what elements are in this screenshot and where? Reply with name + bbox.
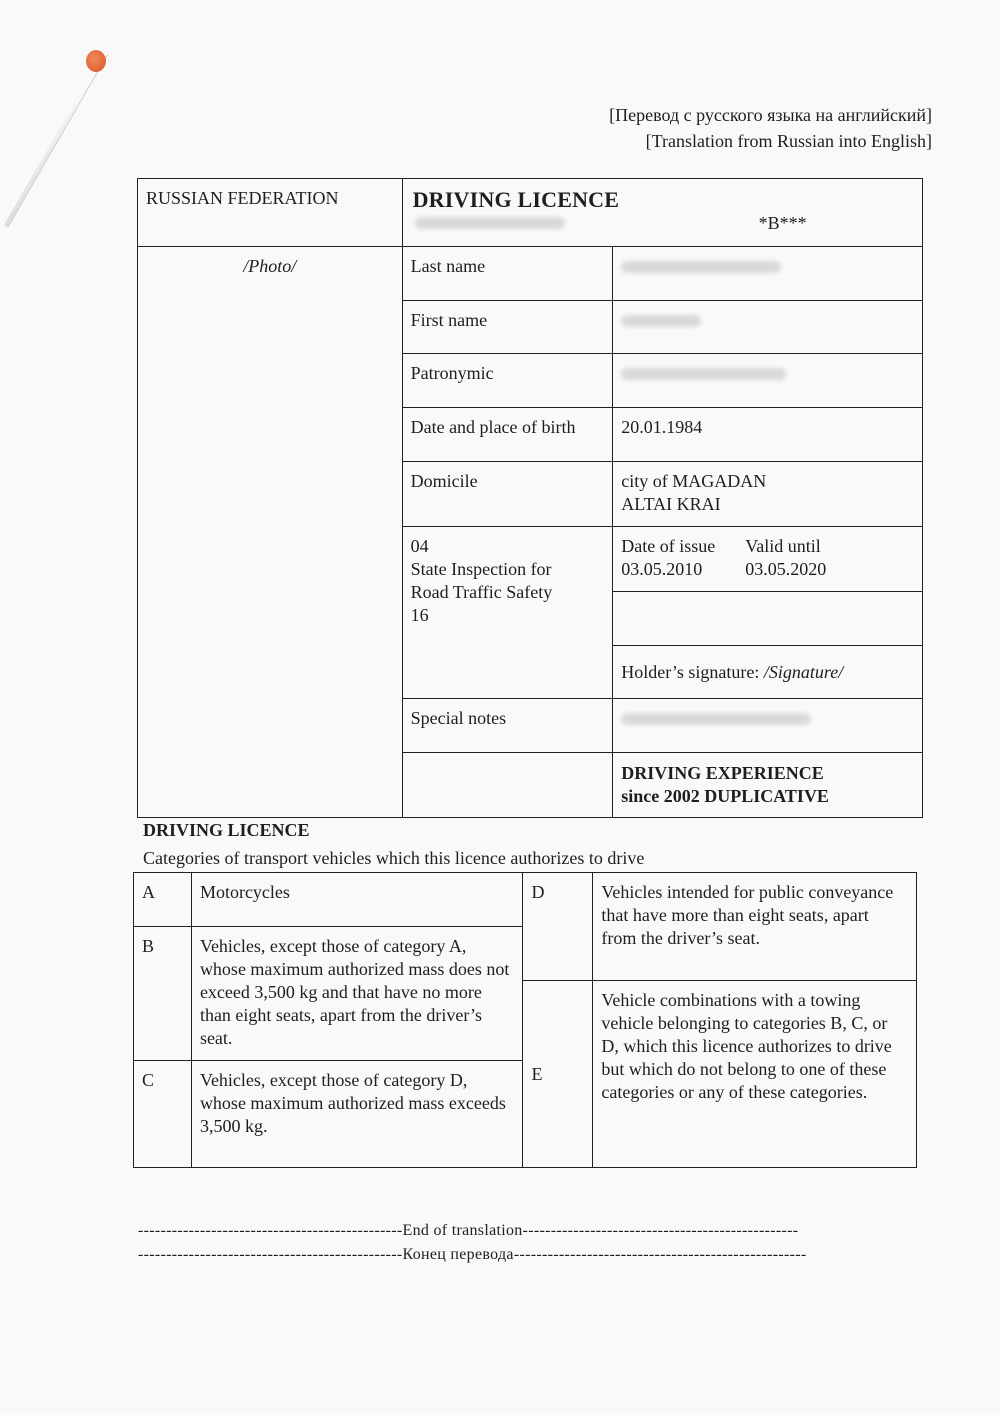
title-cell [402,179,922,247]
country-cell [138,179,403,247]
issuer-line2: Road Traffic Safety [410,582,553,602]
end-translation-ru: -----------------------------------------------Конец перевода---------------------------------------------------- [138,1246,807,1263]
issue-label: Date of issue [621,536,716,556]
patronymic-value [613,354,923,408]
birth-label: Date and place of birth [402,408,613,462]
category-code-b: B [134,927,192,1061]
experience-line2: since 2002 DUPLICATIVE [621,786,829,806]
patronymic-label: Patronymic [402,354,613,408]
empty-cell [613,592,923,646]
category-desc-e: Vehicle combinations with a towing vehicle belonging to categories B, C, or D, which this licence authorizes to drive but which do not belong to one of these categories or any of these categories. [593,981,917,1168]
categories-subheading: Categories of transport vehicles which this licence authorizes to drive [143,848,645,868]
experience-line1: DRIVING EXPERIENCE [621,763,824,783]
issuer-code: 04 [410,536,429,556]
special-notes-label: Special notes [402,699,613,753]
country-label: RUSSIAN FEDERATION [146,188,339,208]
pin-needle [4,52,107,227]
valid-label: Valid until [745,536,821,556]
empty-cell-2 [402,753,613,818]
domicile-line1: city of MAGADAN [621,471,767,491]
photo-label: /Photo/ [243,256,297,276]
categories-heading: DRIVING LICENCE [143,820,310,840]
header-line-en: [Translation from Russian into English] [645,131,932,151]
categories-table [133,872,917,1168]
experience-cell [613,753,923,818]
domicile-line2: ALTAI KRAI [621,494,721,514]
licence-table [137,178,923,818]
last-name-value [613,247,923,301]
dates-cell [613,527,923,592]
special-notes-value [613,699,923,753]
category-code-e: E [523,981,593,1168]
issuer-line1: State Inspection for [410,559,552,579]
signature-prefix: Holder’s signature: [621,661,764,682]
category-desc-b: Vehicles, except those of category A, whose maximum authorized mass does not exceed 3,500 kg and that have no more than eight seats, apart from the driver’s seat. [191,927,523,1061]
issuer-cell [402,527,613,699]
category-desc-c: Vehicles, except those of category D, whose maximum authorized mass exceeds 3,500 kg. [191,1061,523,1168]
signature-value: /Signature/ [763,661,844,682]
first-name-value [613,301,923,354]
birth-value: 20.01.1984 [613,408,923,462]
issuer-num: 16 [410,605,429,625]
domicile-label: Domicile [402,462,613,527]
category-code-d: D [523,873,593,981]
domicile-value [613,462,923,527]
category-desc-d: Vehicles intended for public conveyance that have more than eight seats, apart from the driver’s seat. [593,873,917,981]
translation-header [609,102,932,154]
redacted-number [415,217,565,229]
category-code-a: A [134,873,192,927]
signature-cell [613,646,923,699]
issue-value: 03.05.2010 [621,559,703,579]
last-name-label: Last name [402,247,613,301]
category-mark: *B*** [758,213,807,233]
category-desc-a: Motorcycles [191,873,523,927]
pin-head [86,50,106,72]
end-translation-en: -----------------------------------------------End of translation------------------------------------------------- [138,1222,799,1239]
category-code-c: C [134,1061,192,1168]
first-name-label: First name [402,301,613,354]
valid-value: 03.05.2020 [745,559,827,579]
licence-title: DRIVING LICENCE [412,187,620,212]
photo-cell [138,247,403,818]
header-line-ru: [Перевод с русского языка на английский] [609,105,932,125]
